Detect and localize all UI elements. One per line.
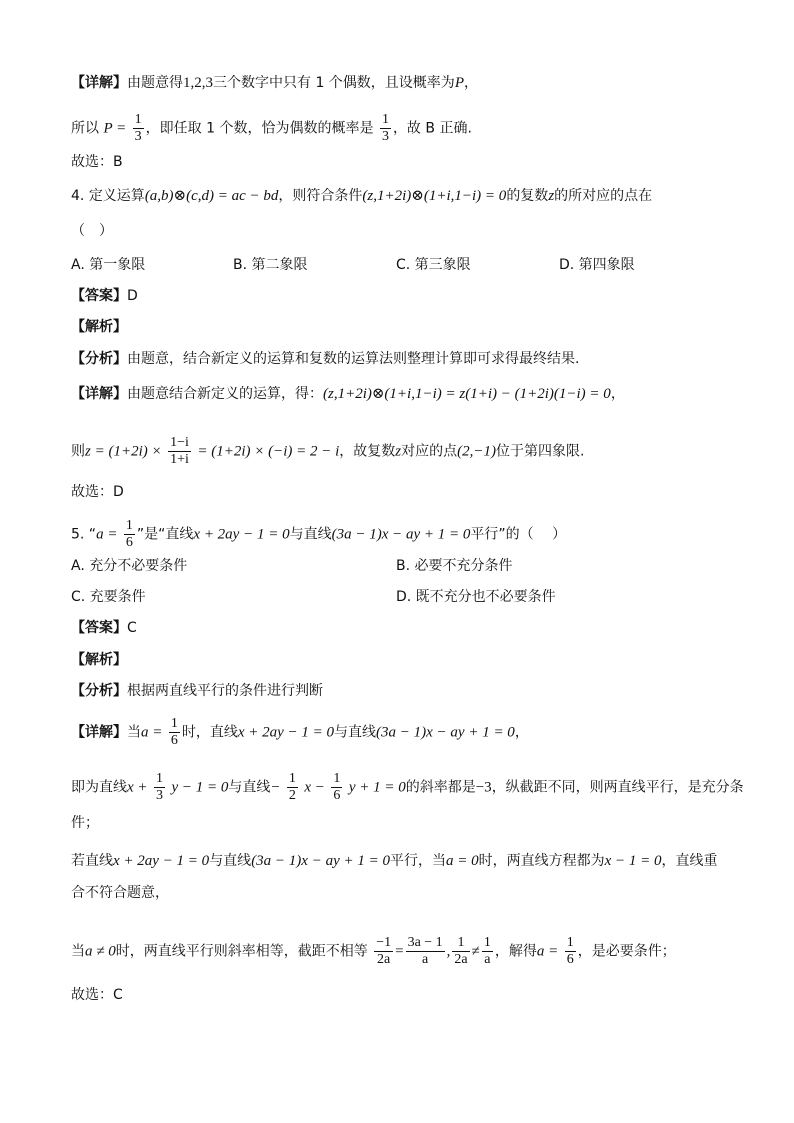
q5-detail-4: 当a ≠ 0时，两直线平行则斜率相等，截距不相等 $\frac{-1}{2a}$ = $\frac{3a - 1}{a}$ , $\frac{1}{2a}$ ≠ $\frac{1}{a}$ ，解得a = $\frac{1}{6}$ ，是必要条件；: [71, 935, 676, 967]
detail-tag: 【详解】: [71, 75, 127, 91]
q5-stem: 5. “a = $\frac{1}{6}$ ”是“直线x + 2ay − 1 = 0与直线(3a − 1)x − ay + 1 = 0平行”的（ ）: [71, 518, 567, 550]
fraction: $\frac{1}{2a}$: [454, 935, 468, 967]
fraction: $\frac{-1}{2a}$: [376, 935, 392, 967]
fraction: $\frac{1}{a}$: [483, 935, 491, 967]
fraction: $\frac{1}{3}$: [134, 112, 142, 144]
fraction: $\frac{3a - 1}{a}$: [407, 935, 443, 967]
fraction: $\frac{1}{3}$: [381, 112, 389, 144]
fraction: $\frac{1-i}{1+i}$: [170, 435, 189, 467]
q5-option-d: D. 既不充分也不必要条件: [396, 589, 556, 605]
fraction: $\frac{1}{6}$: [333, 771, 341, 803]
q5-fenxi: 【分析】根据两直线平行的条件进行判断: [71, 683, 323, 699]
q4-analysis-tag: 【解析】: [71, 319, 127, 335]
q5-option-b: B. 必要不充分条件: [396, 558, 513, 574]
q4-option-c: C. 第三象限: [396, 257, 471, 273]
q4-stem: 4. 定义运算(a,b)⊗(c,d) = ac − bd，则符合条件(z,1+2i)⊗(1+i,1−i) = 0的复数z的所对应的点在: [71, 188, 653, 204]
q4-fenxi: 【分析】由题意，结合新定义的运算和复数的运算法则整理计算即可求得最终结果.: [71, 351, 580, 367]
q5-choose: 故选：C: [71, 987, 123, 1003]
q3-so-line: 所以 P = $\frac{1}{3}$ ，即任取 1 个数，恰为偶数的概率是 $\frac{1}{3}$ ，故 B 正确.: [71, 112, 472, 144]
fraction: $\frac{1}{6}$: [566, 935, 574, 967]
fraction: $\frac{1}{6}$: [170, 716, 178, 748]
q4-option-b: B. 第二象限: [233, 257, 308, 273]
q5-detail-2-cont: 件；: [71, 815, 99, 831]
q5-answer: 【答案】C: [71, 620, 137, 636]
q4-option-a: A. 第一象限: [71, 257, 146, 273]
fraction: $\frac{1}{3}$: [155, 771, 163, 803]
fraction: $\frac{1}{2}$: [288, 771, 296, 803]
q3-choose: 故选：B: [71, 154, 123, 170]
q4-then-line: 则z = (1+2i) × $\frac{1-i}{1+i}$ = (1+2i) × (−i) = 2 − i，故复数z对应的点(2,−1)位于第四象限.: [71, 435, 585, 467]
q5-detail-1: 【详解】当a = $\frac{1}{6}$ 时，直线x + 2ay − 1 = 0与直线(3a − 1)x − ay + 1 = 0，: [71, 716, 529, 748]
q5-option-c: C. 充要条件: [71, 589, 146, 605]
q4-answer: 【答案】D: [71, 288, 138, 304]
q3-detail-line: 【详解】由题意得1,2,3三个数字中只有 1 个偶数，且设概率为P，: [71, 75, 478, 91]
q5-detail-3: 若直线x + 2ay − 1 = 0与直线(3a − 1)x − ay + 1 = 0平行，当a = 0时，两直线方程都为x − 1 = 0，直线重: [71, 853, 718, 869]
q4-choose: 故选：D: [71, 484, 124, 500]
q4-detail: 【详解】由题意结合新定义的运算，得：(z,1+2i)⊗(1+i,1−i) = z(1+i) − (1+2i)(1−i) = 0，: [71, 386, 625, 402]
q5-detail-2: 即为直线x + $\frac{1}{3}$ y − 1 = 0与直线− $\frac{1}{2}$ x − $\frac{1}{6}$ y + 1 = 0的斜率都是−3，纵截距不同，则两直线平行，是充分条: [71, 771, 744, 803]
q5-detail-3-cont: 合不符合题意，: [71, 885, 169, 901]
fraction: $\frac{1}{6}$: [125, 518, 133, 550]
q4-paren: （ ）: [71, 223, 113, 239]
answer-tag: 【答案】: [71, 288, 127, 304]
q5-option-a: A. 充分不必要条件: [71, 558, 188, 574]
q4-option-d: D. 第四象限: [559, 257, 635, 273]
q5-analysis-tag: 【解析】: [71, 652, 127, 668]
